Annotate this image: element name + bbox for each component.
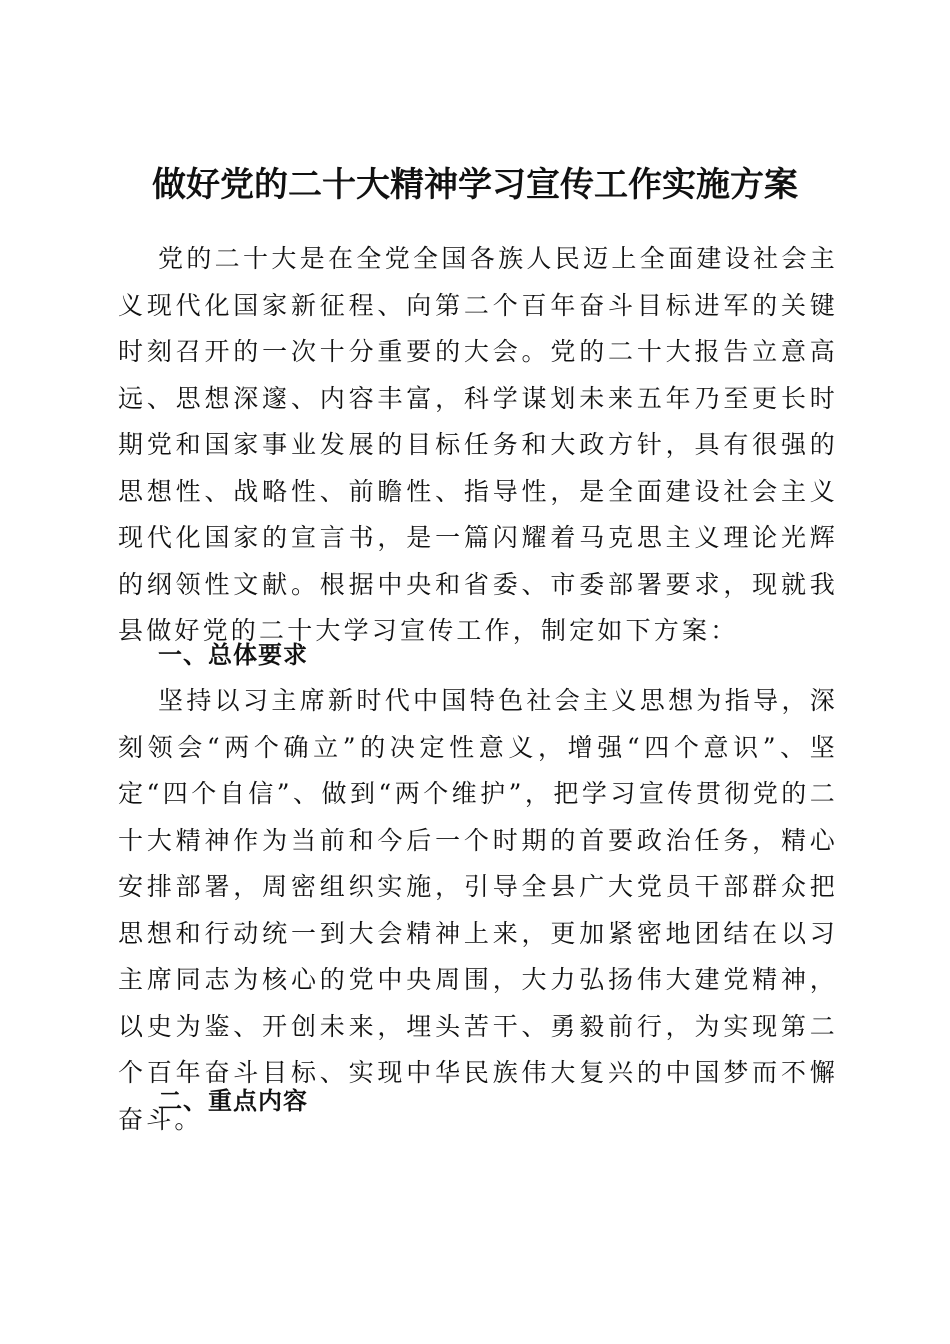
- section-heading-key-content: 二、重点内容: [158, 1087, 308, 1115]
- document-title: 做好党的二十大精神学习宣传工作实施方案: [152, 164, 798, 205]
- section-paragraph-general-requirements: 坚持以习主席新时代中国特色社会主义思想为指导，深刻领会“两个确立”的决定性意义，增强“四个意识”、坚定“四个自信”、做到“两个维护”，把学习宣传贯彻党的二十大精神作为当前和今后一个时期的首要政治任务，精心安排部署，周密组织实施，引导全县广大党员干部群众把思想和行动统一到大会精神上来，更加紧密地团结在以习主席同志为核心的党中央周围，大力弘扬伟大建党精神，以史为鉴、开创未来，埋头苦干、勇毅前行，为实现第二个百年奋斗目标、实现中华民族伟大复兴的中国梦而不懈奋斗。: [118, 686, 838, 1134]
- section-heading-general-requirements: 一、总体要求: [158, 641, 308, 669]
- intro-paragraph: 党的二十大是在全党全国各族人民迈上全面建设社会主义现代化国家新征程、向第二个百年奋斗目标进军的关键时刻召开的一次十分重要的大会。党的二十大报告立意高远、思想深邃、内容丰富，科学谋划未来五年乃至更长时期党和国家事业发展的目标任务和大政方针，具有很强的思想性、战略性、前瞻性、指导性，是全面建设社会主义现代化国家的宣言书，是一篇闪耀着马克思主义理论光辉的纲领性文献。根据中央和省委、市委部署要求，现就我县做好党的二十大学习宣传工作，制定如下方案：: [118, 244, 838, 645]
